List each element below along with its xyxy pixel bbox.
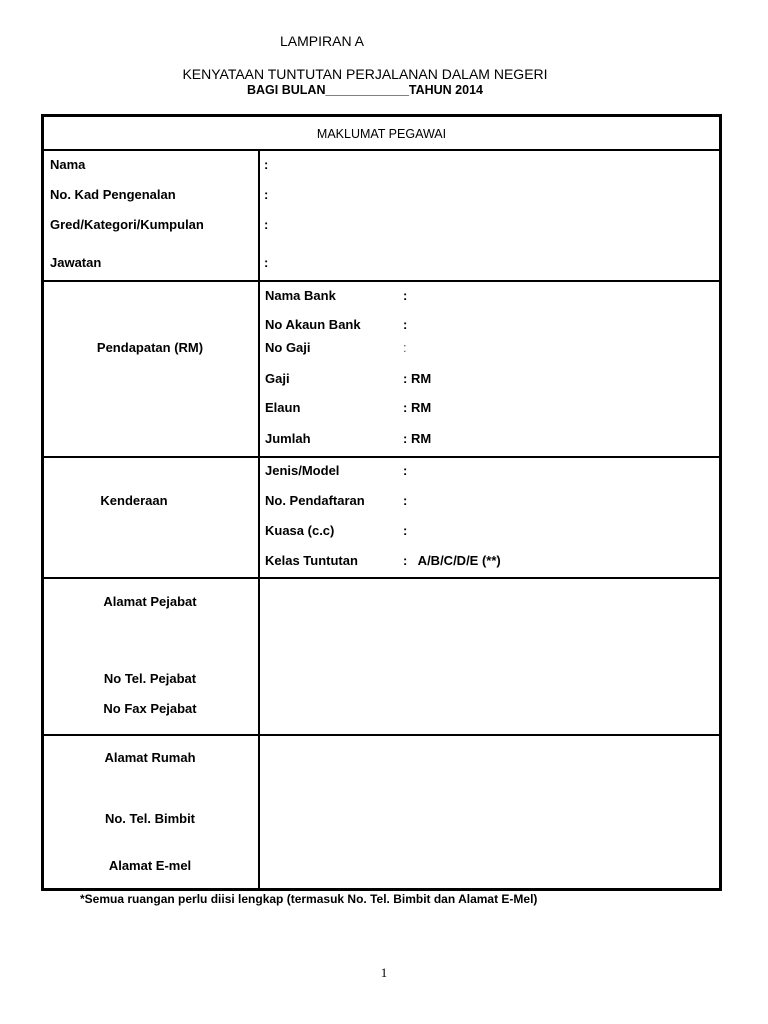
field-engine-cc[interactable]: : (403, 523, 408, 538)
label-nama: Nama (50, 157, 86, 172)
section-title: MAKLUMAT PEGAWAI (316, 127, 447, 141)
mobile-label: No. Tel. Bimbit (104, 811, 196, 826)
field-allowance[interactable]: : RM (403, 400, 432, 415)
label-allowance: Elaun (265, 400, 301, 415)
divider (44, 149, 719, 151)
field-bank-account[interactable]: : (403, 317, 408, 332)
field-total[interactable]: : RM (403, 431, 432, 446)
appendix-label: LAMPIRAN A (279, 33, 365, 49)
field-ic[interactable]: : (264, 187, 269, 202)
field-position[interactable]: : (264, 255, 269, 270)
office-address-label: Alamat Pejabat (103, 594, 197, 609)
label-salary: Gaji (265, 371, 290, 386)
divider (44, 577, 719, 579)
label-total: Jumlah (265, 431, 311, 446)
divider (44, 280, 719, 282)
vehicle-heading: Kenderaan (100, 493, 168, 508)
label-salary-no: No Gaji (265, 340, 311, 355)
email-label: Alamat E-mel (108, 858, 192, 873)
form-subtitle: BAGI BULAN____________TAHUN 2014 (247, 83, 483, 97)
home-details-field[interactable] (260, 737, 719, 887)
office-tel-label: No Tel. Pejabat (103, 671, 197, 686)
income-heading: Pendapatan (RM) (96, 340, 204, 355)
field-registration[interactable]: : (403, 493, 408, 508)
divider (44, 734, 719, 736)
field-salary[interactable]: : RM (403, 371, 432, 386)
label-position: Jawatan (50, 255, 102, 270)
label-vehicle-model: Jenis/Model (265, 463, 340, 478)
footnote: *Semua ruangan perlu diisi lengkap (termasuk No. Tel. Bimbit dan Alamat E-Mel) (80, 892, 538, 906)
field-bank-name[interactable]: : (403, 288, 408, 303)
field-grade[interactable]: : (264, 217, 269, 232)
label-ic: No. Kad Pengenalan (50, 187, 176, 202)
field-vehicle-model[interactable]: : (403, 463, 408, 478)
field-nama[interactable]: : (264, 157, 269, 172)
label-engine-cc: Kuasa (c.c) (265, 523, 335, 538)
page-number: 1 (380, 965, 388, 980)
label-bank-account: No Akaun Bank (265, 317, 361, 332)
field-salary-no[interactable]: : (403, 340, 407, 355)
office-details-field[interactable] (260, 580, 719, 732)
label-grade: Gred/Kategori/Kumpulan (50, 217, 204, 232)
form-title: KENYATAAN TUNTUTAN PERJALANAN DALAM NEGERI (182, 66, 548, 82)
divider (44, 456, 719, 458)
label-claim-class: Kelas Tuntutan (265, 553, 358, 568)
label-registration: No. Pendaftaran (265, 493, 365, 508)
field-claim-class[interactable]: : A/B/C/D/E (**) (403, 553, 501, 568)
home-address-label: Alamat Rumah (104, 750, 196, 765)
label-bank-name: Nama Bank (265, 288, 336, 303)
office-fax-label: No Fax Pejabat (103, 701, 197, 716)
